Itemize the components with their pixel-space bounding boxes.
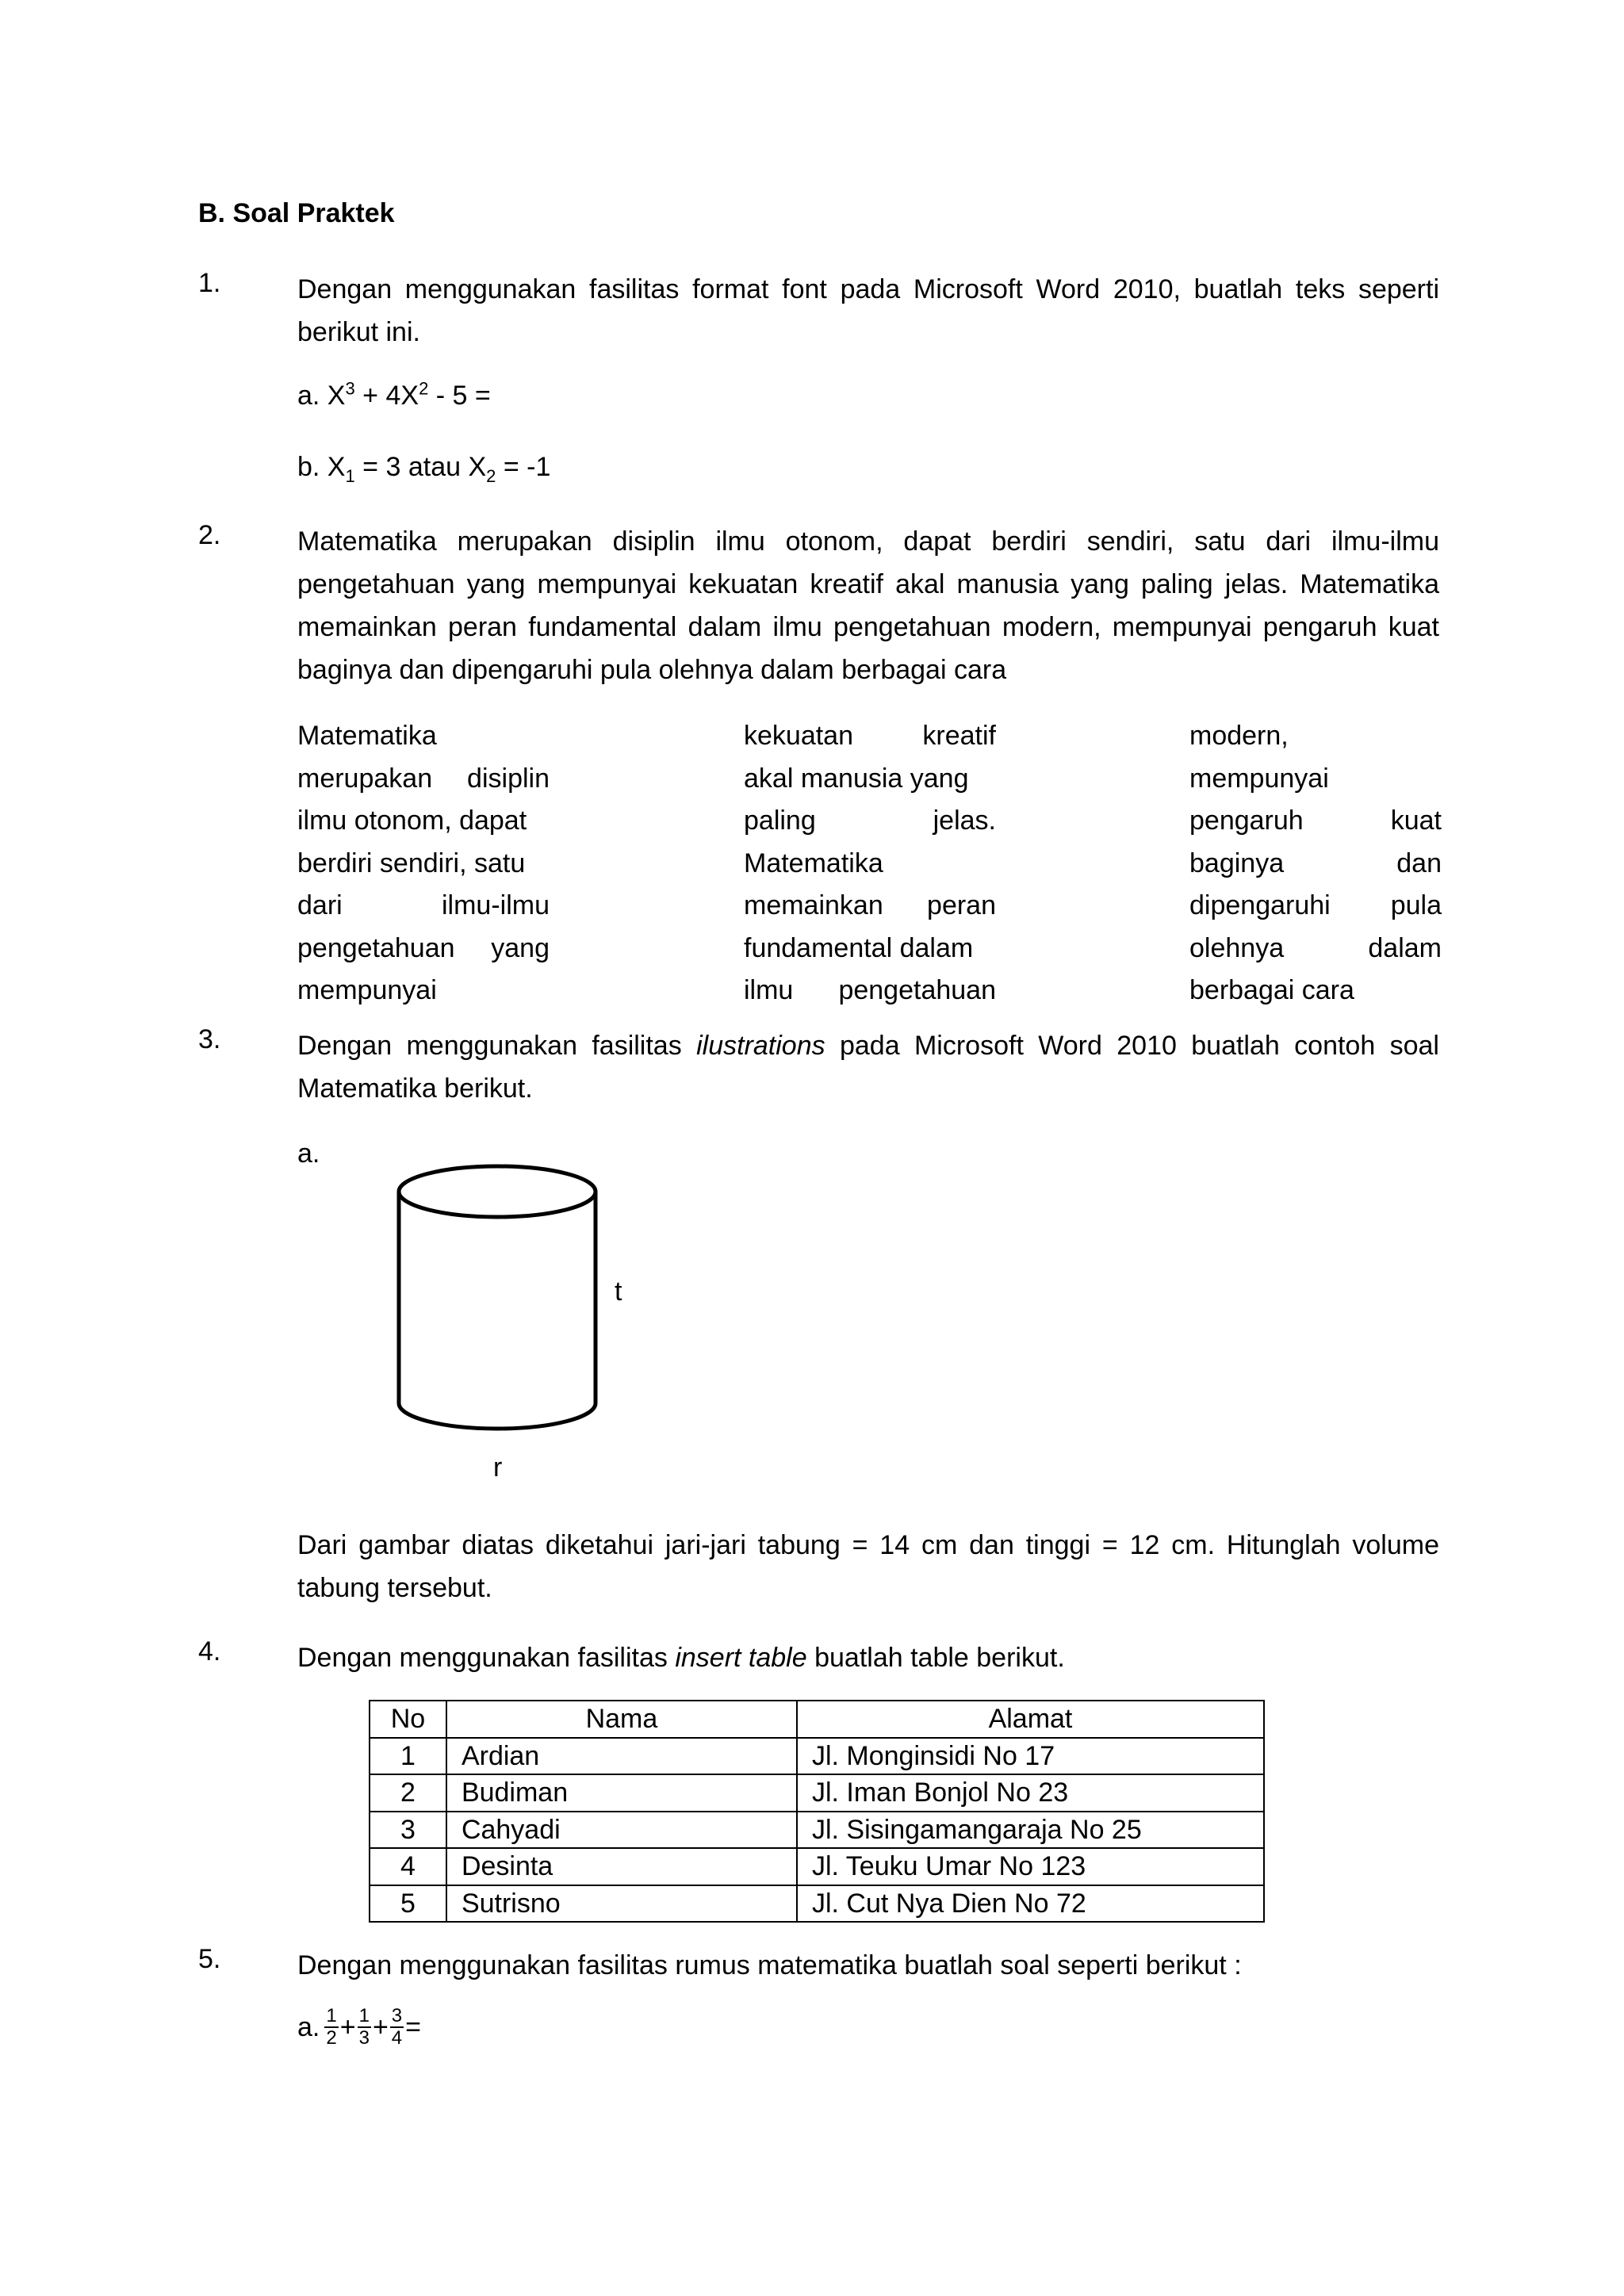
- column-line: pengetahuan yang: [297, 932, 550, 963]
- cell-no: 3: [370, 1812, 446, 1849]
- column-line: merupakan disiplin: [297, 763, 550, 794]
- fraction-2: $\frac{1}{3}$: [358, 2005, 370, 2049]
- q1-text: Dengan menggunakan fasilitas format font pada Microsoft Word 2010, buatlah teks seperti berikut ini.: [297, 274, 1439, 347]
- cell-alamat: Jl. Iman Bonjol No 23: [797, 1774, 1264, 1812]
- header-no: No: [370, 1701, 446, 1738]
- column-line: Matematika: [297, 721, 437, 751]
- q5-formula: a. $\frac{1}{2}$ + $\frac{1}{3}$ + $\frac{3}{4}$ =: [297, 2005, 422, 2049]
- q3-sub-label: a.: [297, 1138, 320, 1169]
- column-line: ilmu otonom, dapat: [297, 806, 527, 836]
- column-line: baginya dan: [1189, 848, 1442, 878]
- table-row: [370, 1774, 1264, 1812]
- label-radius-r: r: [493, 1452, 503, 1483]
- label-height-t: t: [615, 1276, 622, 1307]
- column-line: berbagai cara: [1189, 975, 1354, 1005]
- table-row: [370, 1848, 1264, 1885]
- address-table: [369, 1700, 1265, 1923]
- table-row: [370, 1738, 1264, 1775]
- q4-number: 4.: [198, 1636, 221, 1667]
- column-line: mempunyai: [297, 975, 437, 1005]
- column-line: Matematika: [744, 848, 883, 878]
- q1-number: 1.: [198, 268, 221, 298]
- column-line: mempunyai: [1189, 763, 1329, 794]
- column-line: olehnya dalam: [1189, 932, 1442, 963]
- column-line: fundamental dalam: [744, 932, 974, 963]
- column-line: paling jelas.: [744, 806, 996, 836]
- fraction-1: $\frac{1}{2}$: [326, 2005, 337, 2049]
- table-row: [370, 1812, 1264, 1849]
- cell-no: 4: [370, 1848, 446, 1885]
- cell-no: 5: [370, 1885, 446, 1923]
- q1-formula-b: b. $X_1 = 3$ atau $X_2 = -1$: [297, 452, 551, 486]
- cell-nama: Desinta: [446, 1848, 797, 1885]
- cell-alamat: Jl. Cut Nya Dien No 72: [797, 1885, 1264, 1923]
- table-row: [370, 1885, 1264, 1923]
- cell-alamat: Jl. Monginsidi No 17: [797, 1738, 1264, 1775]
- column-line: kekuatan kreatif: [744, 721, 996, 751]
- q3-text: Dengan menggunakan fasilitas ilustrations pada Microsoft Word 2010 buatlah contoh soal Matematika berikut.: [297, 1031, 1439, 1104]
- q2-column-1: [297, 715, 550, 1012]
- column-line: modern,: [1189, 721, 1289, 751]
- column-line: pengaruh kuat: [1189, 806, 1442, 836]
- q2-column-2: [744, 715, 996, 1012]
- header-alamat: Alamat: [797, 1701, 1264, 1738]
- cylinder-figure: [393, 1161, 607, 1431]
- q4-text: Dengan menggunakan fasilitas insert table buatlah table berikut.: [297, 1643, 1065, 1673]
- cylinder-top-ellipse: [399, 1166, 596, 1217]
- fraction-3: $\frac{3}{4}$: [391, 2005, 403, 2049]
- header-nama: Nama: [446, 1701, 797, 1738]
- q2-column-3: [1189, 715, 1442, 1012]
- cell-nama: Budiman: [446, 1774, 797, 1812]
- q3-number: 3.: [198, 1024, 221, 1054]
- cell-nama: Sutrisno: [446, 1885, 797, 1923]
- q1-formula-a: a. $X^3 + 4X^2 - 5$ =: [297, 378, 491, 411]
- cell-alamat: Jl. Sisingamangaraja No 25: [797, 1812, 1264, 1849]
- column-line: dari ilmu-ilmu: [297, 890, 550, 920]
- q2-number: 2.: [198, 520, 221, 550]
- cell-no: 1: [370, 1738, 446, 1775]
- column-line: ilmu pengetahuan: [744, 975, 996, 1005]
- column-line: akal manusia yang: [744, 763, 969, 794]
- q3-question: Dari gambar diatas diketahui jari-jari tabung = 14 cm dan tinggi = 12 cm. Hitunglah volume tabung tersebut.: [297, 1530, 1439, 1603]
- section-title: B. Soal Praktek: [198, 198, 395, 228]
- cell-nama: Ardian: [446, 1738, 797, 1775]
- cell-no: 2: [370, 1774, 446, 1812]
- column-line: memainkan peran: [744, 890, 996, 920]
- column-line: dipengaruhi pula: [1189, 890, 1442, 920]
- q2-text: Matematika merupakan disiplin ilmu otonom, dapat berdiri sendiri, satu dari ilmu-ilmu pengetahuan yang mempunyai kekuatan kreatif akal manusia yang paling jelas. Matematika memainkan peran fundamental dalam ilmu pengetahuan modern, mempunyai pengaruh kuat baginya dan dipengaruhi pula olehnya dalam berbagai cara: [297, 526, 1439, 685]
- cylinder-bottom-arc: [399, 1403, 596, 1429]
- q5-number: 5.: [198, 1944, 221, 1974]
- table-header-row: [370, 1701, 1264, 1738]
- cell-nama: Cahyadi: [446, 1812, 797, 1849]
- cell-alamat: Jl. Teuku Umar No 123: [797, 1848, 1264, 1885]
- q5-text: Dengan menggunakan fasilitas rumus matematika buatlah soal seperti berikut :: [297, 1950, 1242, 1980]
- column-line: berdiri sendiri, satu: [297, 848, 526, 878]
